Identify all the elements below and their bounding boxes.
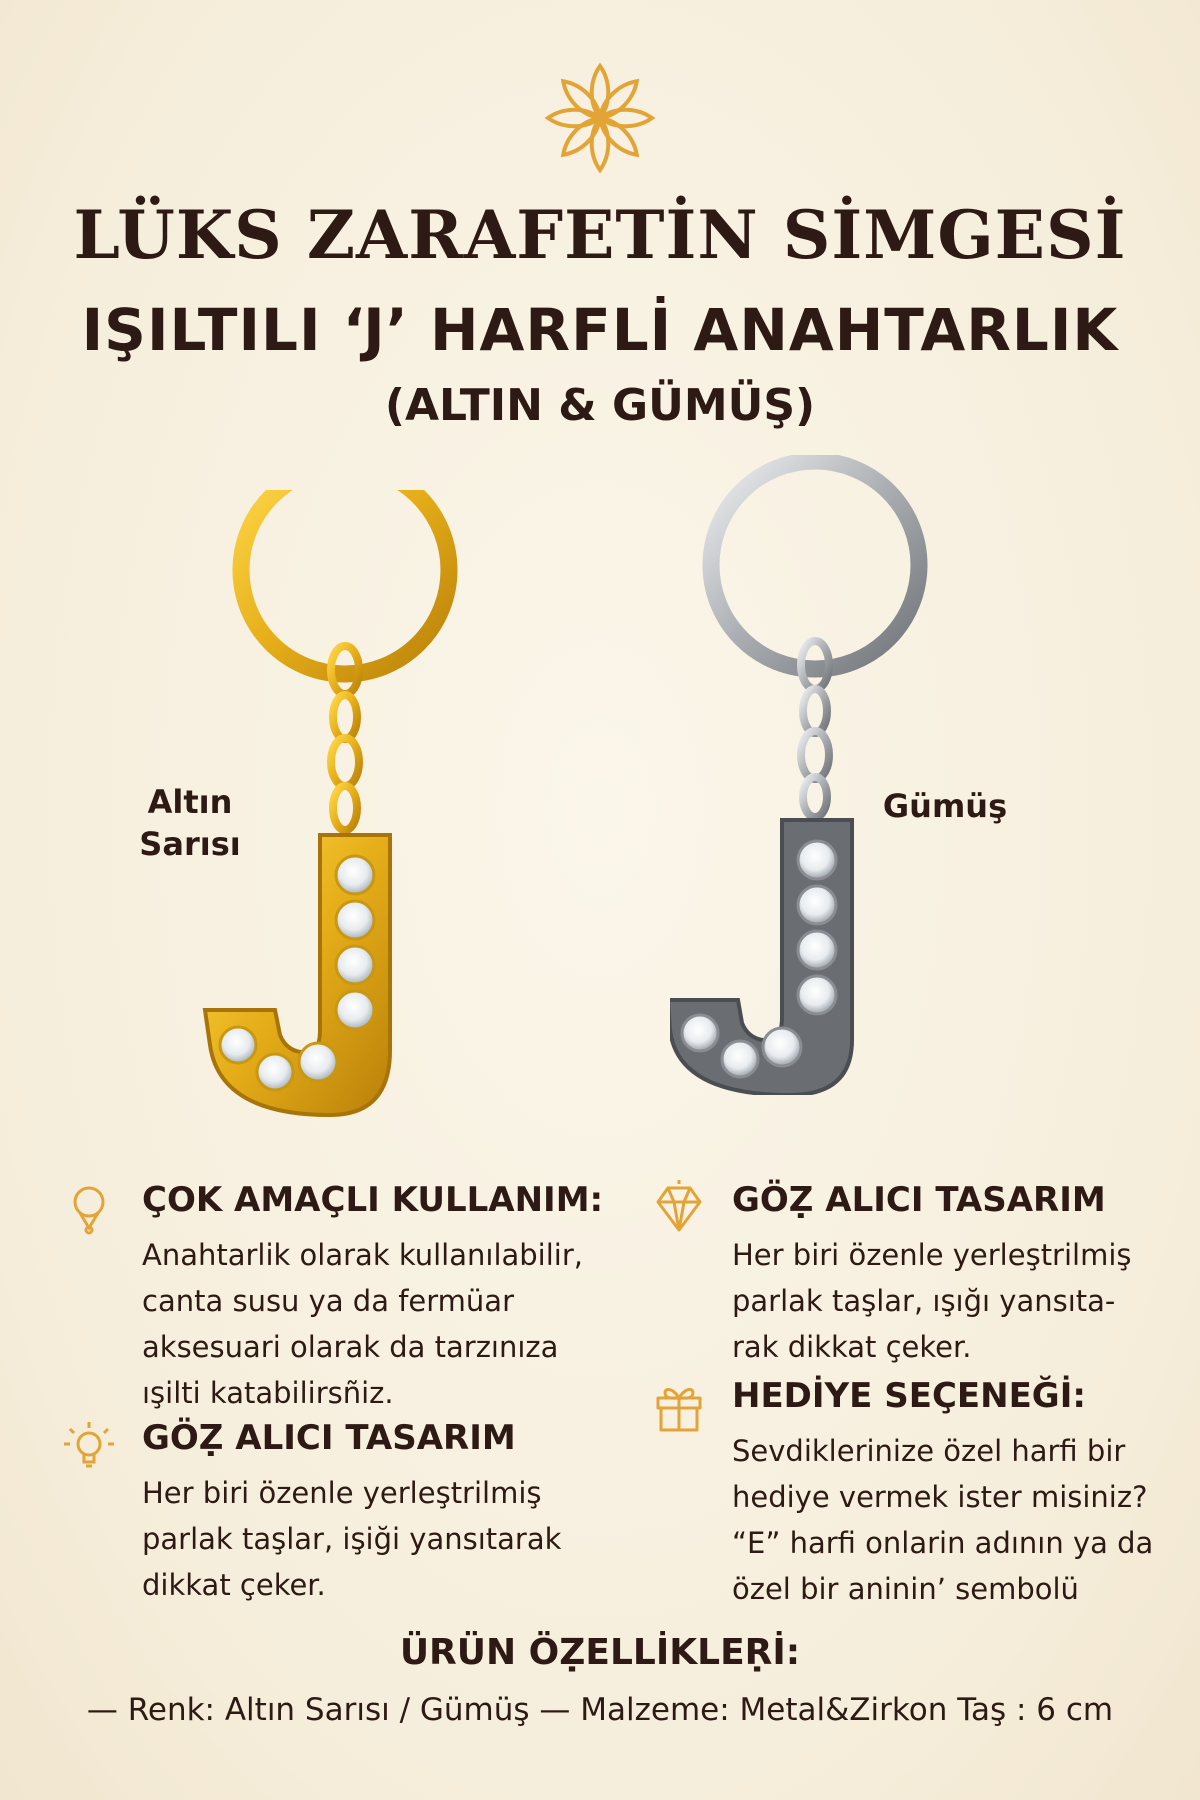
lotus-flower-icon [540,58,660,178]
feature-text: Sevdiklerinize özel harfi bir hediye vermek ister misiniz? “E” harfi onlarin adının ya da özel bir aninin’ sembolü [732,1434,1154,1606]
silver-variant-label: Gümüş [882,787,1008,825]
gift-icon [650,1376,708,1434]
feature-title: GÖẒ ALICI TASARIM [142,1418,516,1458]
feature-text: Anahtarlik olarak kullanılabilir, canta susu ya da fermüar aksesuari olarak da tarzınıza ışilti katabilirsñiz. [142,1238,583,1410]
headline: LÜKS ZARAFETİN SİMGESİ [73,196,1127,274]
variant-line: (ALTIN & GÜMÜŞ) [384,380,816,431]
specs-title: ÜRÜN ÖẒELLİKLEṚİ: [399,1632,801,1673]
diamond-icon [650,1180,708,1238]
feature-title: GÖẒ ALICI TASARIM [732,1180,1106,1220]
feature-title: HEDİYE SEÇENEĞİ: [732,1376,1086,1416]
subheadline: IŞILTILI ‘J’ HARFLİ ANAHTARLIK [81,296,1119,364]
lightbulb-icon [60,1418,118,1476]
feature-eye-catching-design-2 [650,1180,1170,1364]
specs-line: — Renk: Altın Sarısı / Gümüş — Malzeme: Metal&Zirkon Taş : 6 cm [86,1692,1114,1728]
feature-title: ÇOK AMAÇLI KULLANIM: [142,1180,604,1220]
feature-versatile-use [60,1180,620,1410]
feature-gift-option [650,1376,1170,1616]
location-pin-icon [60,1180,118,1238]
feature-text: Her biri özenle yerleştrilmiş parlak taşlar, işiği yansıtarak dikkat çeker. [142,1476,562,1602]
gold-variant-label: Altın Sarısı [139,783,241,863]
silver-keychain-image [670,455,960,1095]
feature-text: Her biri özenle yerleştrilmiş parlak taşlar, ışığı yansıta-rak dikkat çeker. [732,1238,1132,1364]
feature-eye-catching-design [60,1418,620,1618]
